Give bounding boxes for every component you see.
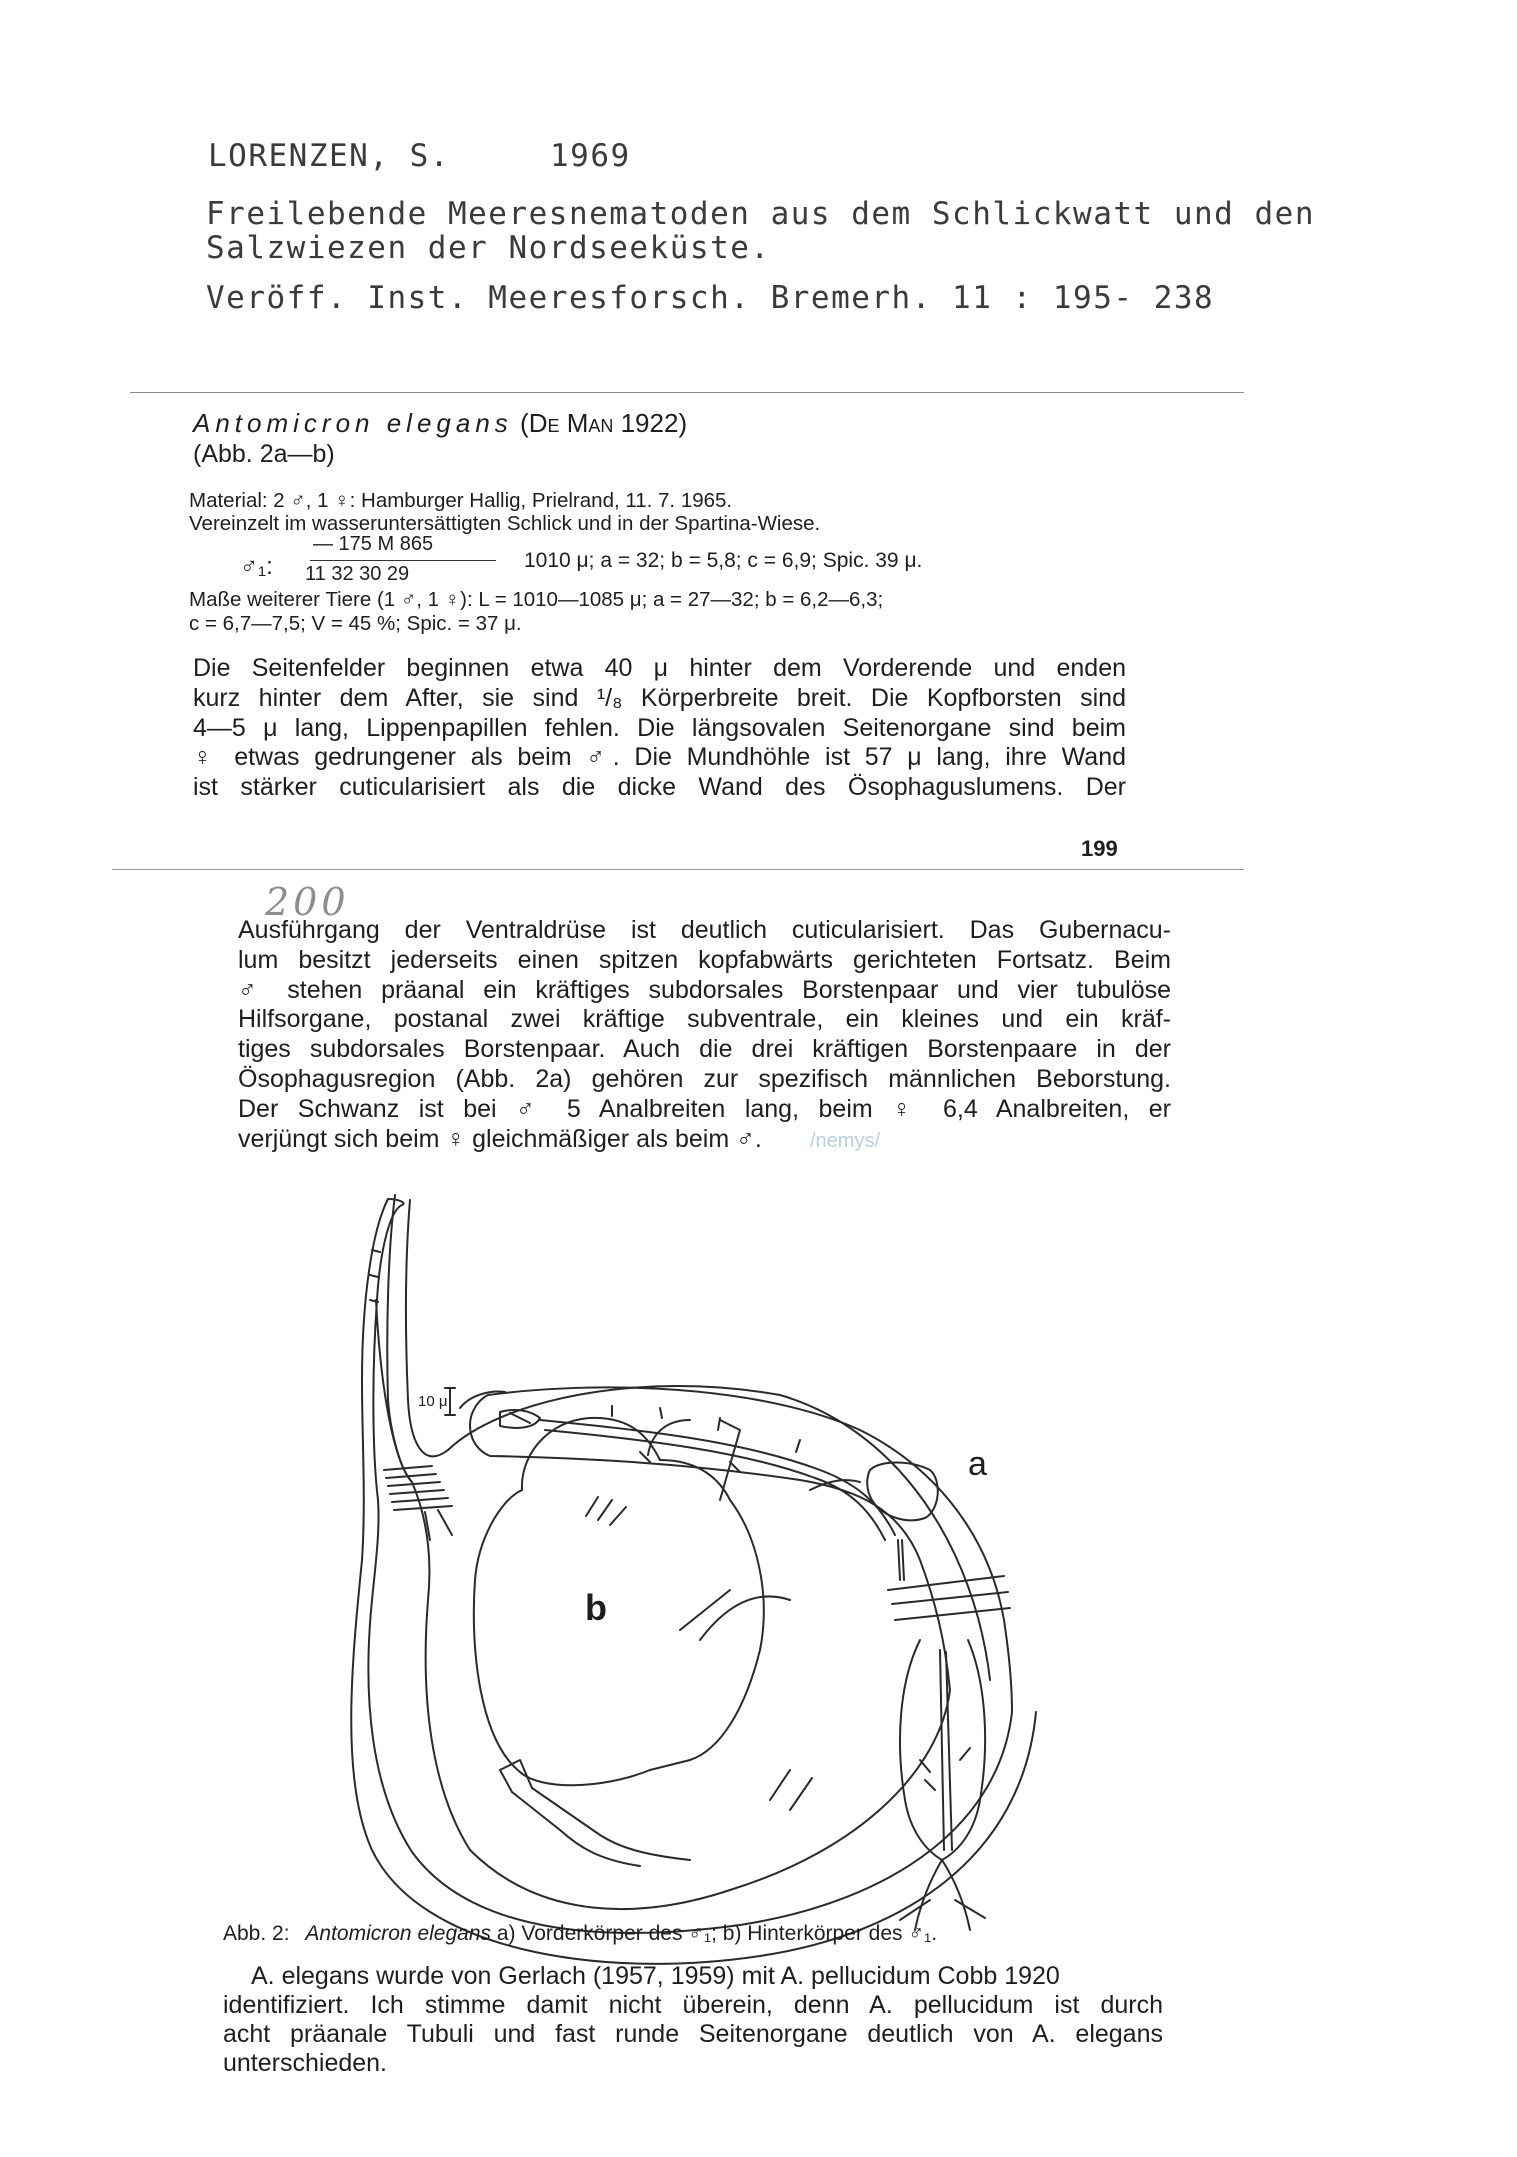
caption-species: Antomicron elegans bbox=[305, 1922, 492, 1945]
paragraph-line: unterschieden. bbox=[223, 2049, 388, 2077]
figure-scale-label: 10 μ bbox=[418, 1393, 448, 1410]
paragraph-line: Ösophagusregion (Abb. 2a) gehören zur spezifisch männlichen Beborstung. bbox=[238, 1064, 1171, 1093]
formula-top: — 175 M 865 bbox=[313, 533, 434, 555]
paragraph-line: lum besitzt jederseits einen spitzen kopfabwärts gerichteten Fortsatz. Beim bbox=[238, 945, 1171, 974]
paragraph-line: acht präanale Tubuli und fast runde Seitenorgane deutlich von A. elegans bbox=[223, 2020, 1163, 2048]
citation-title-line2: Salzwiezen der Nordseeküste. bbox=[206, 230, 771, 266]
caption-prefix: Abb. 2: bbox=[223, 1922, 290, 1945]
citation-author: LORENZEN, S. bbox=[208, 138, 450, 174]
watermark-text: /nemys/ bbox=[810, 1130, 881, 1152]
paragraph-line: Ausführgang der Ventraldrüse ist deutlich cuticularisiert. Das Gubernacu- bbox=[238, 916, 1171, 944]
figure-a-forebody bbox=[470, 1387, 1012, 1930]
measures-line1: Maße weiterer Tiere (1 ♂, 1 ♀): L = 1010—1085 μ; a = 27—32; b = 6,2—6,3; bbox=[189, 588, 884, 611]
citation-year: 1969 bbox=[550, 138, 631, 174]
closing-paragraph bbox=[223, 1962, 1163, 2078]
figure-b-hindbody bbox=[351, 1199, 1036, 1964]
figure-caption bbox=[223, 1922, 937, 1946]
paragraph-line: 4—5 μ lang, Lippenpapillen fehlen. Die längsovalen Seitenorgane sind beim bbox=[193, 713, 1126, 742]
paragraph-line: ♂ stehen präanal ein kräftiges subdorsales Borstenpaar und vier tubulöse bbox=[238, 975, 1171, 1004]
paragraph-line: tiges subdorsales Borstenpaar. Auch die drei kräftigen Borstenpaare in der bbox=[238, 1035, 1171, 1064]
figure-neck bbox=[370, 1195, 452, 1540]
species-name: Antomicron elegans bbox=[193, 408, 513, 438]
paragraph-line: kurz hinter dem After, sie sind ¹/₈ Körperbreite breit. Die Kopfborsten sind bbox=[193, 683, 1126, 712]
citation-journal: Veröff. Inst. Meeresforsch. Bremerh. 11 : 195- 238 bbox=[206, 280, 1215, 316]
paragraph-line: Die Seitenfelder beginnen etwa 40 μ hinter dem Vorderende und enden bbox=[193, 654, 1126, 682]
figure-label-b: b bbox=[585, 1587, 607, 1628]
measures-line2: c = 6,7—7,5; V = 45 %; Spic. = 37 μ. bbox=[189, 612, 522, 635]
habitat-line: Vereinzelt im wasseruntersättigten Schlick und in der Spartina-Wiese. bbox=[189, 512, 821, 535]
formula-sex: ♂₁: bbox=[240, 553, 273, 580]
formula-bottom: 11 32 30 29 bbox=[305, 563, 410, 585]
citation-title-line1: Freilebende Meeresnematoden aus dem Schlickwatt und den bbox=[206, 196, 1315, 232]
paragraph-line: Hilfsorgane, postanal zwei kräftige subventrale, ein kleines und ein kräf- bbox=[238, 1005, 1171, 1034]
paragraph-line: A. elegans wurde von Gerlach (1957, 1959) mit A. pellucidum Cobb 1920 bbox=[251, 1962, 1060, 1990]
paragraph-line: identifiziert. Ich stimme damit nicht überein, denn A. pellucidum ist durch bbox=[223, 1991, 1163, 2019]
paragraph-line: verjüngt sich beim ♀ gleichmäßiger als beim ♂. bbox=[238, 1124, 762, 1153]
paragraph-line: ist stärker cuticularisiert als die dicke Wand des Ösophaguslumens. Der bbox=[193, 773, 1126, 802]
handwritten-page-number: 200 bbox=[265, 880, 350, 924]
caption-rest: a) Vorderkörper des ♂₁; b) Hinterkörper des ♂₁. bbox=[496, 1922, 938, 1945]
paragraph-line: Der Schwanz ist bei ♂ 5 Analbreiten lang, beim ♀ 6,4 Analbreiten, er bbox=[238, 1094, 1171, 1123]
figure-reference: (Abb. 2a—b) bbox=[193, 440, 335, 468]
formula-rest: 1010 μ; a = 32; b = 5,8; c = 6,9; Spic. 39 μ. bbox=[524, 549, 923, 572]
species-authority: (De Man 1922) bbox=[520, 408, 688, 438]
paragraph-line: ♀ etwas gedrungener als beim ♂. Die Mundhöhle ist 57 μ lang, ihre Wand bbox=[193, 743, 1126, 772]
figure-label-a: a bbox=[968, 1445, 987, 1483]
material-line: Material: 2 ♂, 1 ♀: Hamburger Hallig, Prielrand, 11. 7. 1965. bbox=[189, 489, 733, 512]
page-number-199: 199 bbox=[1081, 836, 1118, 861]
